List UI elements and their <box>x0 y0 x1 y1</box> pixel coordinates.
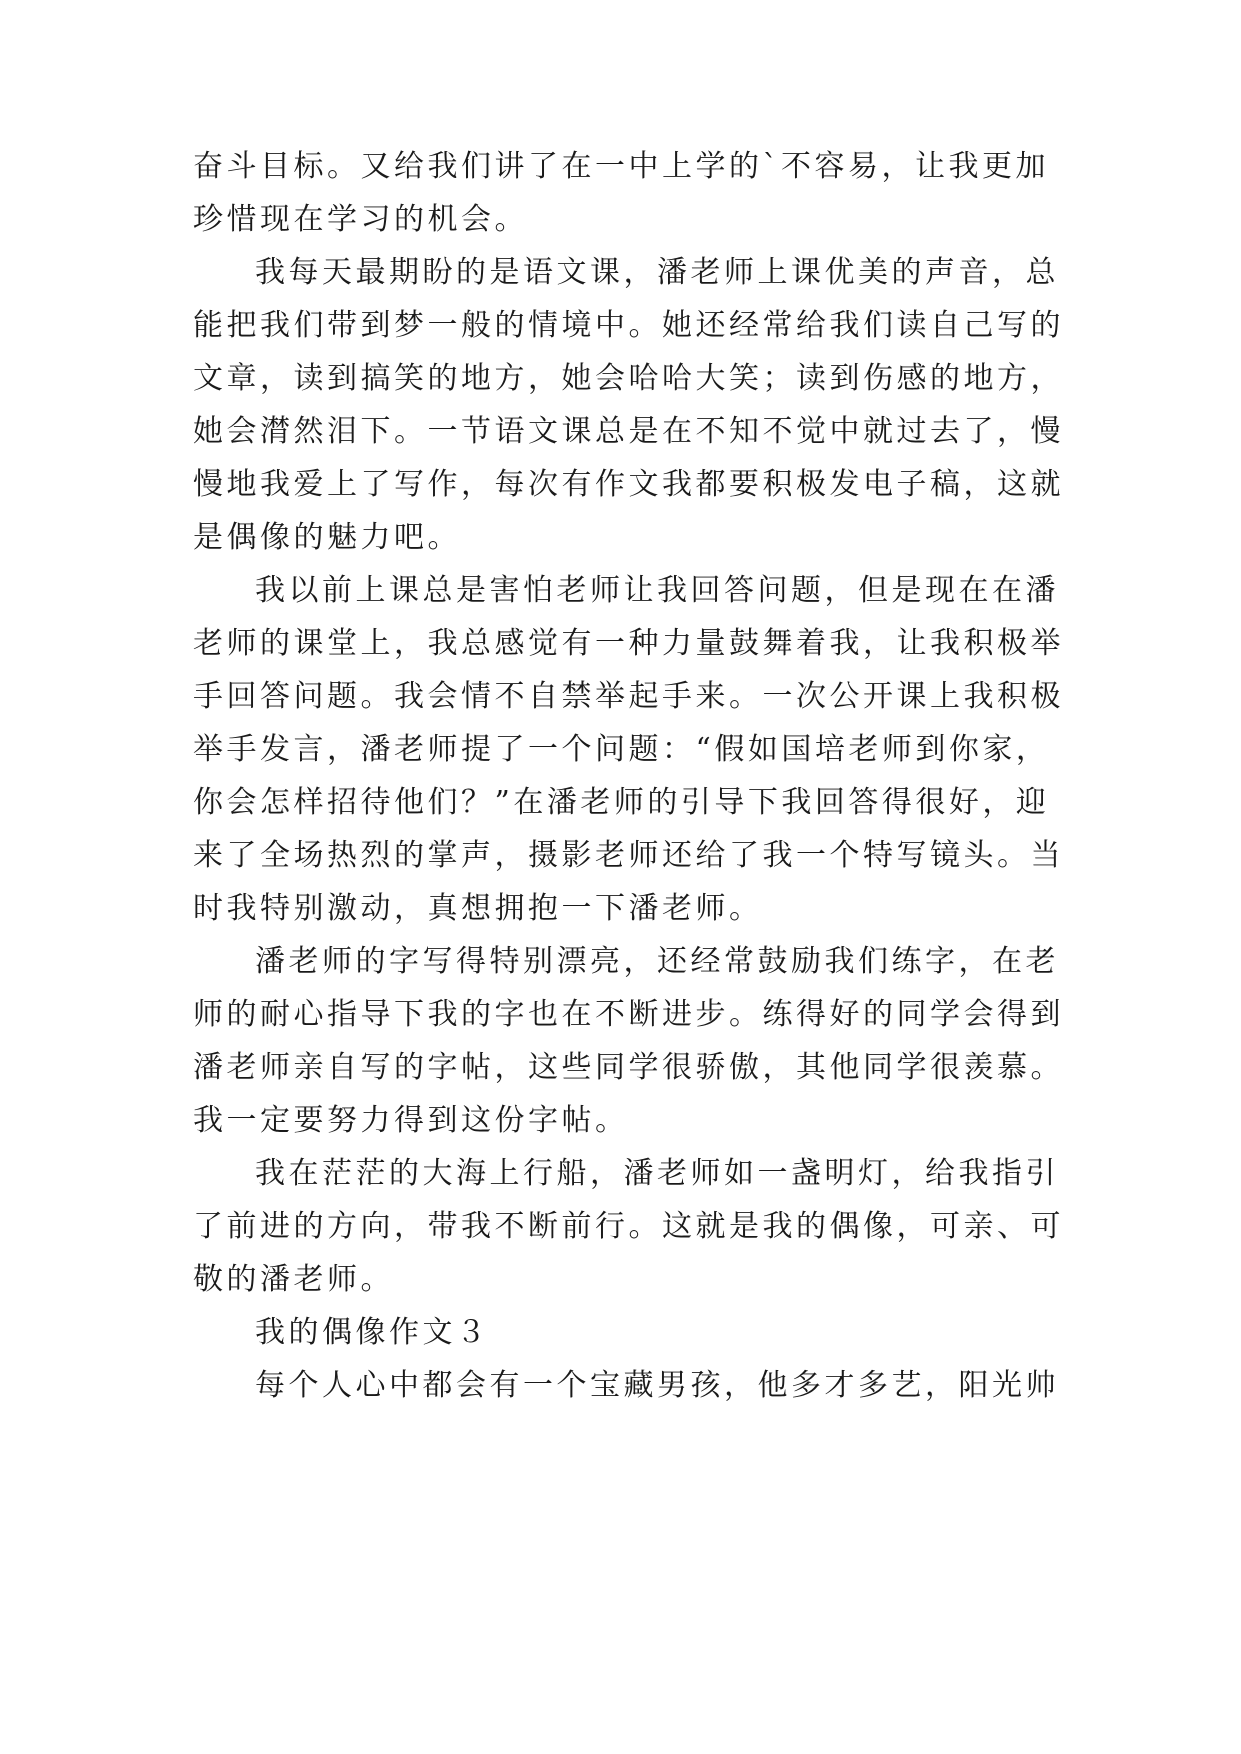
paragraph-first-line: 潘老师的字写得特别漂亮，还经常鼓励我们练字，在老 <box>255 944 1059 979</box>
text-line: 奋斗目标。又给我们讲了在一中上学的`不容易，让我更加 <box>193 149 1049 184</box>
paragraph-first-line: 每个人心中都会有一个宝藏男孩，他多才多艺，阳光帅 <box>255 1368 1059 1403</box>
text-line: 举手发言，潘老师提了一个问题：“假如国培老师到你家， <box>193 732 1050 767</box>
text-line: 我一定要努力得到这份字帖。 <box>193 1103 629 1138</box>
text-line: 珍惜现在学习的机会。 <box>193 202 528 237</box>
text-line: 她会潸然泪下。一节语文课总是在不知不觉中就过去了，慢 <box>193 414 1064 449</box>
section-heading: 我的偶像作文３ <box>255 1315 490 1350</box>
text-line: 你会怎样招待他们？”在潘老师的引导下我回答得很好，迎 <box>193 785 1050 820</box>
text-line: 师的耐心指导下我的字也在不断进步。练得好的同学会得到 <box>193 997 1064 1032</box>
text-line: 慢地我爱上了写作，每次有作文我都要积极发电子稿，这就 <box>193 467 1064 502</box>
paragraph-first-line: 我每天最期盼的是语文课，潘老师上课优美的声音，总 <box>255 255 1059 290</box>
text-line: 是偶像的魅力吧。 <box>193 520 461 555</box>
text-line: 能把我们带到梦一般的情境中。她还经常给我们读自己写的 <box>193 308 1064 343</box>
text-line: 潘老师亲自写的字帖，这些同学很骄傲，其他同学很羡慕。 <box>193 1050 1064 1085</box>
paragraph-first-line: 我以前上课总是害怕老师让我回答问题，但是现在在潘 <box>255 573 1059 608</box>
text-line: 手回答问题。我会情不自禁举起手来。一次公开课上我积极 <box>193 679 1064 714</box>
text-line: 文章，读到搞笑的地方，她会哈哈大笑；读到伤感的地方， <box>193 361 1064 396</box>
text-line: 了前进的方向，带我不断前行。这就是我的偶像，可亲、可 <box>193 1209 1064 1244</box>
paragraph-first-line: 我在茫茫的大海上行船，潘老师如一盏明灯，给我指引 <box>255 1156 1059 1191</box>
text-line: 老师的课堂上，我总感觉有一种力量鼓舞着我，让我积极举 <box>193 626 1064 661</box>
text-line: 敬的潘老师。 <box>193 1262 394 1297</box>
text-line: 来了全场热烈的掌声，摄影老师还给了我一个特写镜头。当 <box>193 838 1064 873</box>
text-line: 时我特别激动，真想拥抱一下潘老师。 <box>193 891 763 926</box>
